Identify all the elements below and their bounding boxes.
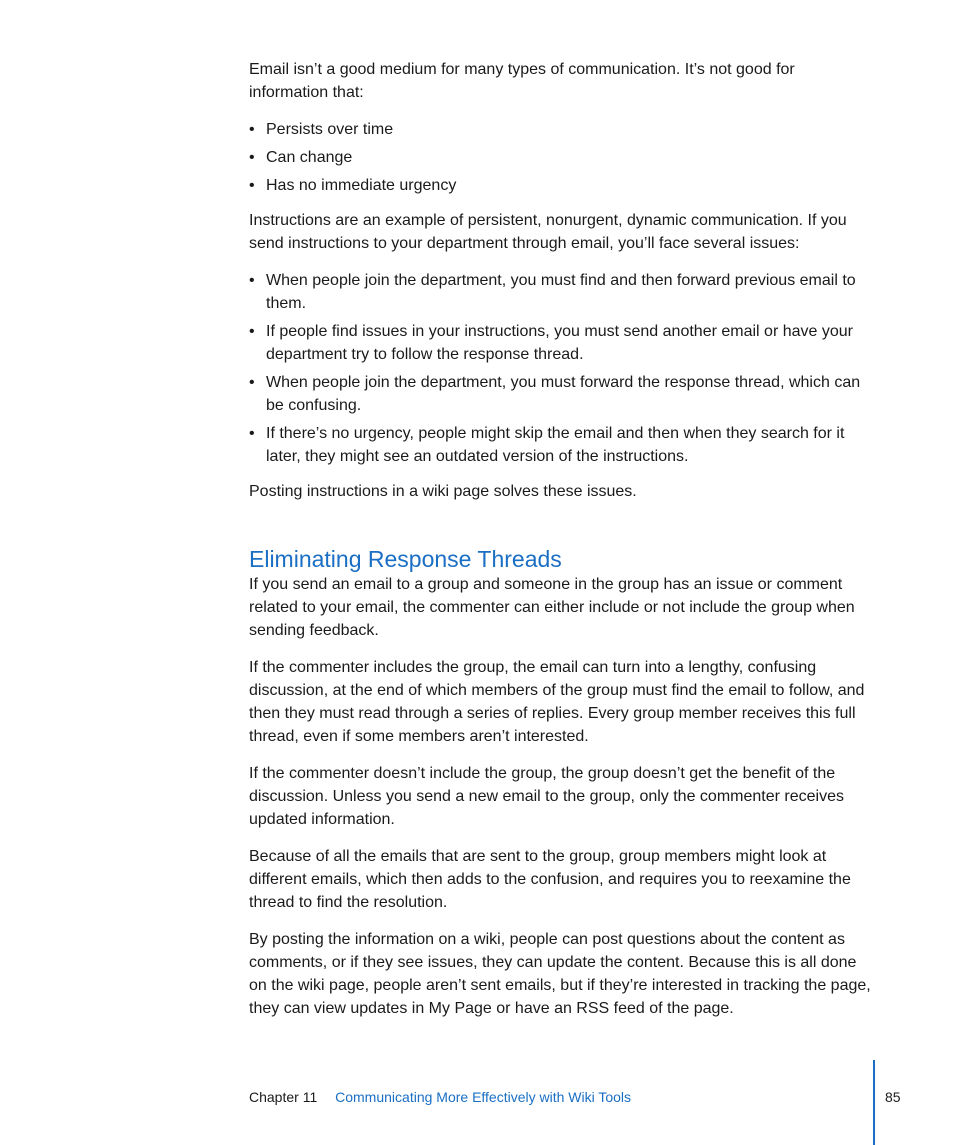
section-paragraph: If the commenter includes the group, the email can turn into a lengthy, confusing discussion, at the end of which members of the group must find the email to follow, and then they must read through a series of replies. Every group member receives this full thread, even if some members aren’t interested. xyxy=(249,659,865,745)
list-item: • Has no immediate urgency xyxy=(249,174,875,197)
list-item: • If there’s no urgency, people might skip the email and then when they search for it later, they might see an outdated version of the instructions. xyxy=(249,422,875,468)
list-item: • Persists over time xyxy=(249,118,875,141)
bullet-icon: • xyxy=(249,149,255,166)
bullet-icon: • xyxy=(249,374,255,391)
bullet-icon: • xyxy=(249,425,255,442)
page-number: 85 xyxy=(885,1089,901,1105)
intro-paragraph-1: Email isn’t a good medium for many types of communication. It’s not good for information that: xyxy=(249,61,795,101)
footer-divider xyxy=(873,1060,875,1145)
list-item: • When people join the department, you must forward the response thread, which can be confusing. xyxy=(249,371,875,417)
page-content xyxy=(249,58,875,1034)
bullet-icon: • xyxy=(249,177,255,194)
section-paragraph: If you send an email to a group and someone in the group has an issue or comment related to your email, the commenter can either include or not include the group when sending feedback. xyxy=(249,576,855,639)
list-item: • Can change xyxy=(249,146,875,169)
list-item: • When people join the department, you must find and then forward previous email to them. xyxy=(249,269,875,315)
intro-paragraph-2: Instructions are an example of persistent, nonurgent, dynamic communication. If you send instructions to your department through email, you’ll face several issues: xyxy=(249,212,847,252)
issues-list-1 xyxy=(249,118,875,197)
section-paragraph: If the commenter doesn’t include the group, the group doesn’t get the benefit of the discussion. Unless you send a new email to the group, only the commenter receives updated information. xyxy=(249,765,844,828)
bullet-icon: • xyxy=(249,272,255,289)
chapter-label: Chapter 11 xyxy=(249,1089,318,1105)
section-paragraph: By posting the information on a wiki, people can post questions about the content as comments, or if they see issues, they can update the content. Because this is all done on the wiki page, people aren’t sent emails, but if they’re interested in tracking the page, they can view updates in My Page or have an RSS feed of the page. xyxy=(249,931,871,1017)
issues-list-2 xyxy=(249,269,875,468)
bullet-icon: • xyxy=(249,323,255,340)
bullet-icon: • xyxy=(249,121,255,138)
intro-paragraph-3: Posting instructions in a wiki page solves these issues. xyxy=(249,483,637,500)
section-paragraph: Because of all the emails that are sent to the group, group members might look at different emails, which then adds to the confusion, and requires you to reexamine the thread to find the resolution. xyxy=(249,848,851,911)
list-item: • If people find issues in your instructions, you must send another email or have your department try to follow the response thread. xyxy=(249,320,875,366)
chapter-title-link[interactable]: Communicating More Effectively with Wiki Tools xyxy=(335,1089,632,1105)
page-footer xyxy=(249,1088,631,1106)
section-heading: Eliminating Response Threads xyxy=(249,546,562,572)
